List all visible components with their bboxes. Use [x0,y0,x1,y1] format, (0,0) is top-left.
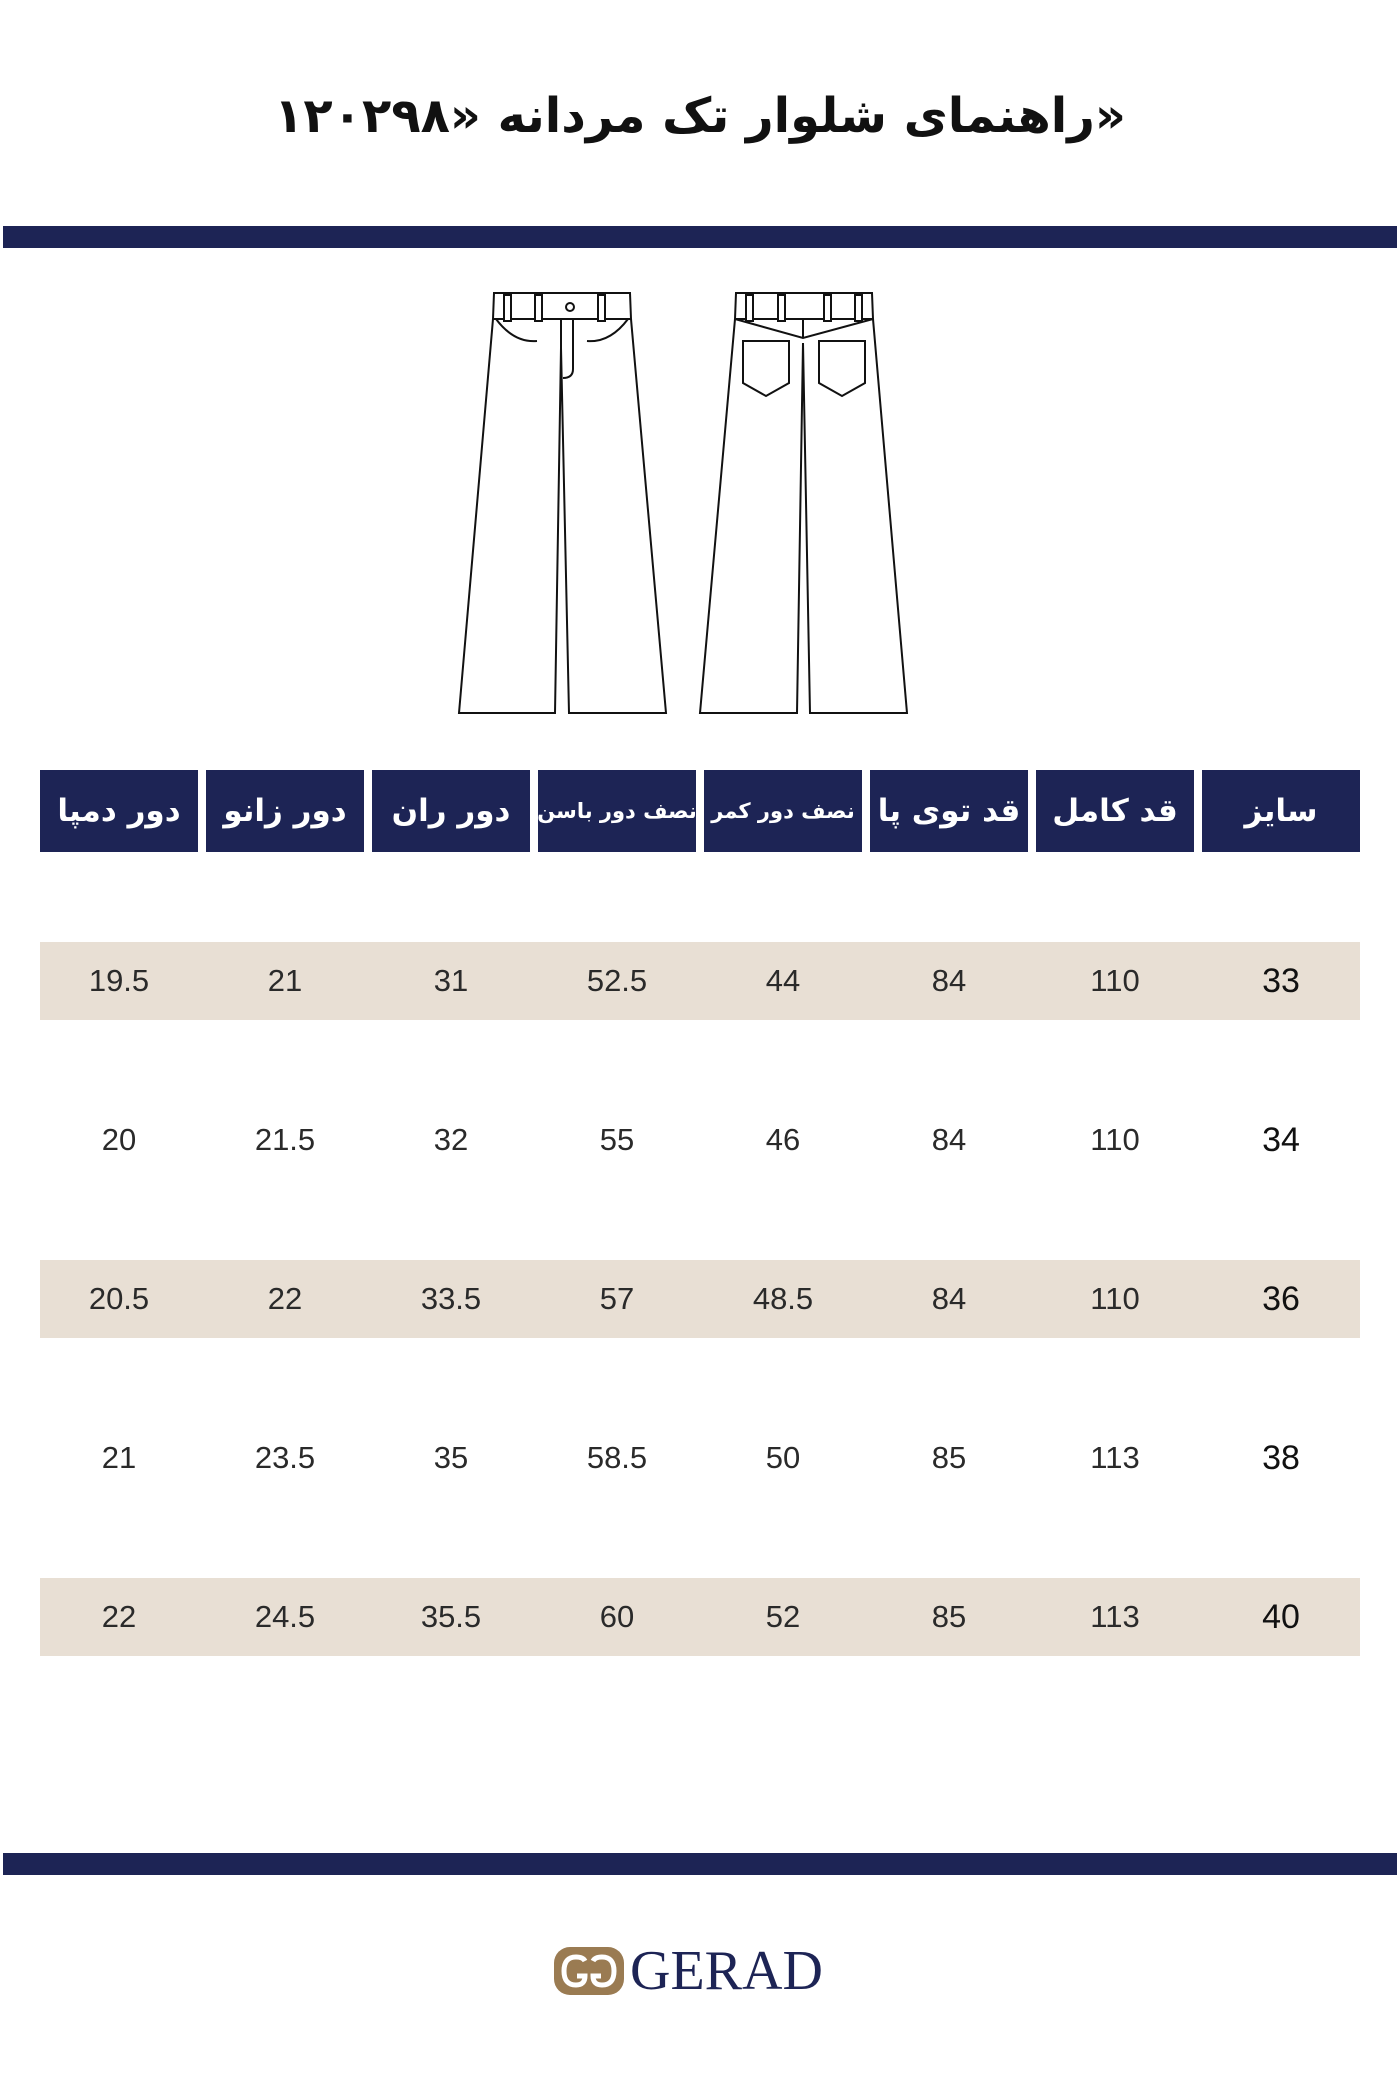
cell-thigh: 35.5 [420,1599,482,1634]
cell-hem: 22 [101,1599,137,1634]
cell-half-waist: 52 [765,1599,801,1634]
cell-hem: 19.5 [88,963,150,998]
cell-inseam: 85 [931,1599,967,1634]
header-half-hip: نصف دور باسن [538,770,696,852]
cell-knee: 21 [267,963,303,998]
header-half-waist: نصف دور کمر [704,770,862,852]
cell-half-waist: 50 [765,1440,801,1475]
cell-inseam: 84 [931,1281,967,1316]
header-knee: دور زانو [206,770,364,852]
cell-knee: 23.5 [254,1440,316,1475]
cell-inseam: 85 [931,1440,967,1475]
cell-inseam: 84 [931,963,967,998]
cell-knee: 22 [267,1281,303,1316]
header-hem: دور دمپا [40,770,198,852]
cell-full-length: 110 [1090,1122,1140,1157]
top-divider [3,226,1397,248]
table-row [40,942,1360,1020]
cell-hem: 20 [101,1122,137,1157]
cell-knee: 24.5 [254,1599,316,1634]
table-row [40,1260,1360,1338]
header-thigh: دور ران [372,770,530,852]
table-row [40,1419,1360,1497]
pants-back-icon [700,293,907,713]
cell-hem: 20.5 [88,1281,150,1316]
cell-full-length: 113 [1090,1440,1140,1475]
cell-full-length: 110 [1090,1281,1140,1316]
gerad-monogram-icon [552,1945,626,1997]
cell-thigh: 32 [433,1122,469,1157]
cell-knee: 21.5 [254,1122,316,1157]
brand-logo [552,1942,823,2000]
cell-size: 36 [1262,1279,1300,1318]
cell-inseam: 84 [931,1122,967,1157]
pants-front-icon [459,293,666,713]
cell-size: 33 [1262,961,1300,1000]
header-inseam: قد توی پا [870,770,1028,852]
table-header-row [40,770,1360,852]
cell-full-length: 110 [1090,963,1140,998]
pants-illustration [440,283,960,723]
cell-hem: 21 [101,1440,137,1475]
cell-thigh: 31 [433,963,469,998]
table-row [40,1101,1360,1179]
cell-half-hip: 52.5 [586,963,648,998]
table-row [40,1578,1360,1656]
cell-half-hip: 60 [599,1599,635,1634]
cell-size: 34 [1262,1120,1300,1159]
cell-half-waist: 48.5 [752,1281,814,1316]
cell-half-hip: 57 [599,1281,635,1316]
cell-half-hip: 55 [599,1122,635,1157]
bottom-divider [3,1853,1397,1875]
cell-half-hip: 58.5 [586,1440,648,1475]
page-title: راهنمای شلوار تک مردانه «۱۲۰۲۹۸» [274,88,1126,144]
cell-size: 38 [1262,1438,1300,1477]
brand-name: GERAD [630,1940,823,2002]
header-size: سایز [1202,770,1360,852]
cell-thigh: 35 [433,1440,469,1475]
cell-size: 40 [1262,1597,1300,1636]
cell-thigh: 33.5 [420,1281,482,1316]
cell-half-waist: 44 [765,963,801,998]
header-full-length: قد کامل [1036,770,1194,852]
cell-half-waist: 46 [765,1122,801,1157]
cell-full-length: 113 [1090,1599,1140,1634]
